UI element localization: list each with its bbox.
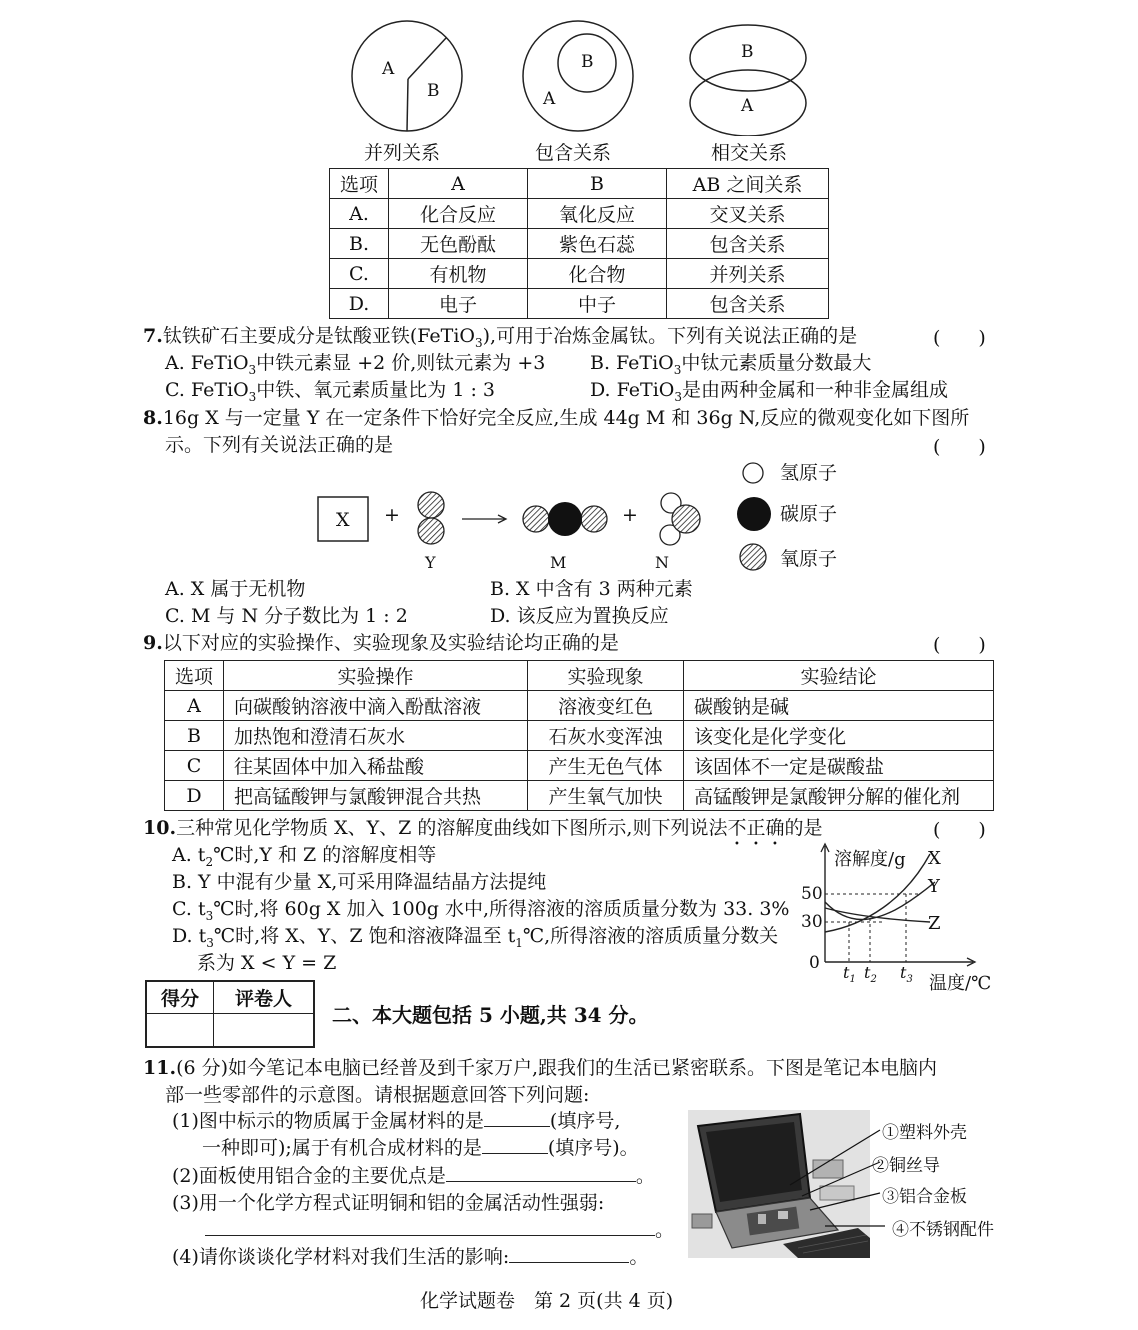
chart-series-z: Z <box>928 913 941 934</box>
q10-option-a: A. $t_2℃$时,Y 和 Z 的溶解度相等 <box>172 844 437 869</box>
table-header: 实验现象 <box>528 661 684 691</box>
table-cell: 化合物 <box>528 259 667 289</box>
q11-part2: (2)面板使用铝合金的主要优点是 。 <box>172 1165 655 1187</box>
table-cell: B <box>165 721 224 751</box>
callout-plastic-shell: ①塑料外壳 <box>882 1123 967 1143</box>
page-footer: 化学试题卷 第 2 页(共 4 页) <box>420 1290 674 1312</box>
reaction-y-label: Y <box>425 553 436 572</box>
experiment-table <box>164 660 994 811</box>
reaction-plus1: + <box>384 504 400 526</box>
q8-option-a: A. X 属于无机物 <box>165 578 306 600</box>
table-header: 实验结论 <box>684 661 994 691</box>
table-cell: D <box>165 781 224 811</box>
table-cell: 往某固体中加入稀盐酸 <box>224 751 528 781</box>
q11-part4: (4)请你谈谈化学材料对我们生活的影响: 。 <box>172 1246 649 1268</box>
q11-stem-line1: 11.(6 分)如今笔记本电脑已经普及到千家万户,跟我们的生活已紧密联系。下图是笔记本电脑内 <box>143 1057 938 1079</box>
answer-blank[interactable] <box>482 1135 548 1154</box>
table-header: 选项 <box>165 661 224 691</box>
table-cell: D. <box>330 289 389 319</box>
venn2-label-a: A <box>543 89 556 109</box>
q10-answer-paren[interactable]: ( ) <box>933 819 986 841</box>
q11-part1-line1: (1)图中标示的物质属于金属材料的是 (填序号, <box>172 1110 621 1132</box>
table-cell: 向碳酸钠溶液中滴入酚酞溶液 <box>224 691 528 721</box>
table-cell: A <box>165 691 224 721</box>
table-cell: 溶液变红色 <box>528 691 684 721</box>
q7-option-a: A. FeTiO$_3$中铁元素显 +2 价,则钛元素为 +3 <box>165 352 546 377</box>
table-cell: C <box>165 751 224 781</box>
q11-stem-line2: 部一些零部件的示意图。请根据题意回答下列问题: <box>165 1084 590 1106</box>
table-row <box>165 751 994 781</box>
q8-option-c: C. M 与 N 分子数比为 1 : 2 <box>165 605 408 627</box>
relation-table <box>329 168 829 319</box>
callout-copper-wire: ②铜丝导 <box>872 1156 940 1176</box>
chart-ytick-30: 30 <box>801 912 823 932</box>
table-cell: 并列关系 <box>667 259 829 289</box>
q10-option-d-line2: 系为 X < Y = Z <box>197 952 337 974</box>
q10-stem: 10.三种常见化学物质 X、Y、Z 的溶解度曲线如下图所示,则下列说法不正确的是 <box>143 817 823 839</box>
table-header: A <box>389 169 528 199</box>
venn2-caption: 包含关系 <box>535 142 612 164</box>
chart-series-y: Y <box>928 876 940 897</box>
table-cell: B. <box>330 229 389 259</box>
q7-option-c: C. FeTiO$_3$中铁、氧元素质量比为 1 : 3 <box>165 379 495 404</box>
chart-xtick-t2: $t_2$ <box>864 963 877 986</box>
callout-aluminum-plate: ③铝合金板 <box>882 1187 967 1207</box>
q9-answer-paren[interactable]: ( ) <box>933 634 986 656</box>
table-row <box>330 229 829 259</box>
table-header: 选项 <box>330 169 389 199</box>
score-box <box>145 980 315 1048</box>
table-row <box>330 259 829 289</box>
table-cell: 该固体不一定是碳酸盐 <box>684 751 994 781</box>
venn3-caption: 相交关系 <box>711 142 788 164</box>
table-cell: 紫色石蕊 <box>528 229 667 259</box>
table-cell: 碳酸钠是碱 <box>684 691 994 721</box>
table-cell: 交叉关系 <box>667 199 829 229</box>
q9-stem: 9.以下对应的实验操作、实验现象及实验结论均正确的是 <box>143 632 619 654</box>
reaction-plus2: + <box>622 504 638 526</box>
grader-header: 评卷人 <box>214 981 315 1013</box>
chart-ytick-50: 50 <box>801 884 823 904</box>
reaction-m-label: M <box>550 553 567 572</box>
q10-option-d: D. $t_3℃$时,将 X、Y、Z 饱和溶液降温至 $t_1℃$,所得溶液的溶质质量分数关 <box>172 925 779 950</box>
table-cell: A. <box>330 199 389 229</box>
table-cell: 产生氧气加快 <box>528 781 684 811</box>
table-cell: 中子 <box>528 289 667 319</box>
section-2-title: 二、本大题包括 5 小题,共 34 分。 <box>332 1003 649 1027</box>
callout-steel-parts: ④不锈钢配件 <box>892 1220 994 1240</box>
legend-hydrogen: 氢原子 <box>780 462 838 484</box>
answer-blank[interactable] <box>205 1217 655 1236</box>
q7-stem: 7.钛铁矿石主要成分是钛酸亚铁(FeTiO$_3$),可用于冶炼金属钛。下列有关说法正确的是 <box>143 325 858 350</box>
table-cell: 加热饱和澄清石灰水 <box>224 721 528 751</box>
q10-option-c: C. $t_3℃$时,将 60g X 加入 100g 水中,所得溶液的溶质质量分数为 33. 3% <box>172 898 790 923</box>
q11-part1-line2: 一种即可);属于有机合成材料的是 (填序号)。 <box>202 1137 639 1159</box>
table-cell: 有机物 <box>389 259 528 289</box>
venn1-label-a: A <box>382 59 395 79</box>
table-header: B <box>528 169 667 199</box>
q7-option-b: B. FeTiO$_3$中钛元素质量分数最大 <box>590 352 872 377</box>
table-header: 实验操作 <box>224 661 528 691</box>
table-cell: 化合反应 <box>389 199 528 229</box>
chart-xlabel: 温度/℃ <box>929 973 992 994</box>
table-cell: 包含关系 <box>667 289 829 319</box>
table-cell: C. <box>330 259 389 289</box>
answer-blank[interactable] <box>484 1108 550 1127</box>
table-cell: 该变化是化学变化 <box>684 721 994 751</box>
legend-oxygen: 氧原子 <box>780 548 838 570</box>
grader-cell[interactable] <box>214 1013 315 1047</box>
curve-z <box>825 908 930 922</box>
chart-ylabel: 溶解度/g <box>834 849 906 870</box>
score-header: 得分 <box>146 981 214 1013</box>
q8-option-b: B. X 中含有 3 两种元素 <box>490 578 693 600</box>
venn1-label-b: B <box>427 81 440 101</box>
q11-part3-answer: 。 <box>205 1217 674 1244</box>
table-cell: 产生无色气体 <box>528 751 684 781</box>
table-row <box>330 289 829 319</box>
table-cell: 氧化反应 <box>528 199 667 229</box>
table-row <box>165 691 994 721</box>
q8-stem-line1: 8.16g X 与一定量 Y 在一定条件下恰好完全反应,生成 44g M 和 36g N,反应的微观变化如下图所 <box>143 407 970 429</box>
score-cell[interactable] <box>146 1013 214 1047</box>
venn2-label-b: B <box>581 52 594 72</box>
table-row <box>165 721 994 751</box>
table-row <box>165 781 994 811</box>
table-row <box>330 199 829 229</box>
chart-ytick-0: 0 <box>809 953 820 973</box>
q11-part3: (3)用一个化学方程式证明铜和铝的金属活动性强弱: <box>172 1192 605 1214</box>
answer-blank[interactable] <box>446 1163 636 1182</box>
q7-answer-paren[interactable]: ( ) <box>933 327 986 349</box>
venn3-label-b: B <box>741 42 754 62</box>
reaction-x: X <box>336 509 350 531</box>
q8-stem-line2: 示。下列有关说法正确的是 <box>165 434 394 456</box>
table-header: AB 之间关系 <box>667 169 829 199</box>
laptop-callout-lines <box>780 1120 890 1240</box>
chart-xtick-t1: $t_1$ <box>843 963 856 986</box>
chart-xtick-t3: $t_3$ <box>900 963 913 986</box>
table-cell: 包含关系 <box>667 229 829 259</box>
table-cell: 把高锰酸钾与氯酸钾混合共热 <box>224 781 528 811</box>
q8-option-d: D. 该反应为置换反应 <box>490 605 669 627</box>
curve-y <box>825 882 935 920</box>
q8-answer-paren[interactable]: ( ) <box>933 436 986 458</box>
table-cell: 无色酚酞 <box>389 229 528 259</box>
table-cell: 石灰水变浑浊 <box>528 721 684 751</box>
venn3-label-a: A <box>741 96 754 116</box>
q10-option-b: B. Y 中混有少量 X,可采用降温结晶方法提纯 <box>172 871 547 893</box>
reaction-n-label: N <box>655 553 669 572</box>
q7-option-d: D. FeTiO$_3$是由两种金属和一种非金属组成 <box>590 379 949 404</box>
table-cell: 高锰酸钾是氯酸钾分解的催化剂 <box>684 781 994 811</box>
answer-blank[interactable] <box>509 1244 629 1263</box>
legend-carbon: 碳原子 <box>780 503 838 525</box>
venn1-caption: 并列关系 <box>364 142 441 164</box>
chart-series-x: X <box>928 848 941 869</box>
table-cell: 电子 <box>389 289 528 319</box>
